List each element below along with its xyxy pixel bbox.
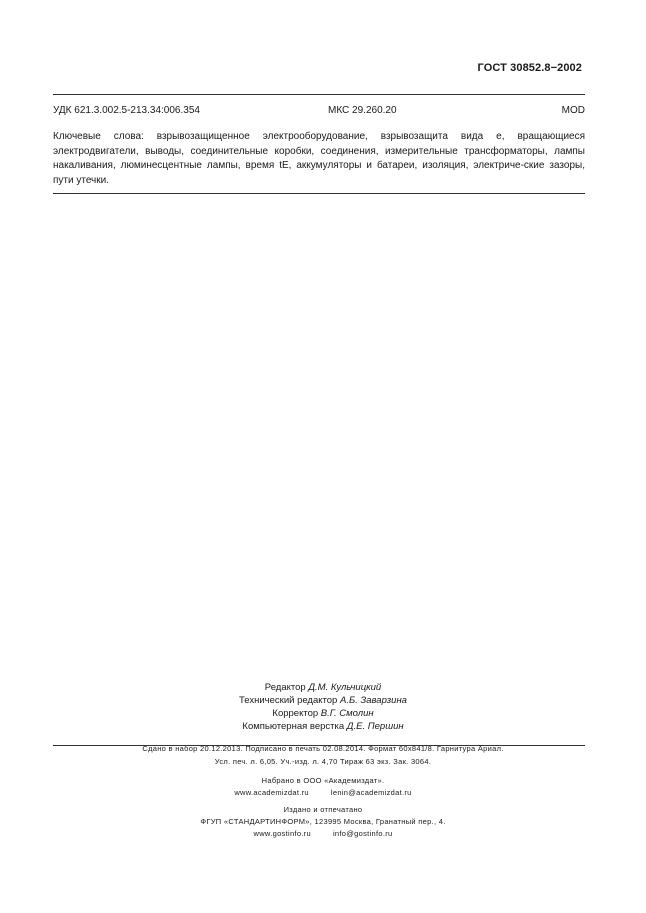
tech-editor-name: А.Б. Заварзина <box>339 695 407 706</box>
org-site-link[interactable]: www.gostinfo.ru <box>253 829 311 838</box>
org-email-link[interactable]: info@gostinfo.ru <box>332 829 393 838</box>
mod-label: MOD <box>561 105 585 116</box>
keywords-divider <box>53 193 585 194</box>
typeset-contacts <box>0 787 646 799</box>
layout-label: Компьютерная верстка <box>242 721 345 732</box>
layout-line <box>0 720 646 733</box>
credits-block <box>0 681 646 733</box>
mks-code: МКС 29.260.20 <box>328 105 397 116</box>
typeset-email-link[interactable]: lenin@academizdat.ru <box>330 788 412 797</box>
editor-line <box>0 681 646 694</box>
printed-line: Издано и отпечатано <box>283 805 363 814</box>
editor-name: Д.М. Кульчицкий <box>308 682 382 693</box>
corrector-line <box>0 707 646 720</box>
keywords-paragraph: Ключевые слова: взрывозащищенное электрооборудование, взрывозащита вида е, вращающиеся электродвигатели, выводы, соединительные коробки, соединения, измерительные трансформаторы, лампы накаливания, люминесцентные лампы, время tE, аккумуляторы и батареи, изоляция, электриче-ские зазоры, пути утечки. <box>53 131 585 186</box>
corrector-name: В.Г. Смолин <box>320 708 374 719</box>
publisher-contacts <box>0 828 646 840</box>
publisher-org-line: ФГУП «СТАНДАРТИНФОРМ», 123995 Москва, Гранатный пер., 4. <box>200 817 446 826</box>
typeset-site-link[interactable]: www.academizdat.ru <box>234 788 309 797</box>
typeset-line: Набрано в ООО «Академиздат». <box>261 776 385 785</box>
print-info-line-2: Усл. печ. л. 6,05. Уч.-изд. л. 4,70 Тираж 63 экз. Зак. 3064. <box>214 757 432 766</box>
udk-code: УДК 621.3.002.5-213.34:006.354 <box>53 105 200 116</box>
layout-name: Д.Е. Першин <box>346 721 404 732</box>
standard-number: ГОСТ 30852.8−2002 <box>477 62 582 74</box>
tech-editor-label: Технический редактор <box>239 695 338 706</box>
print-divider <box>53 745 585 746</box>
tech-editor-line <box>0 694 646 707</box>
classification-row <box>53 105 585 119</box>
print-info-line-1: Сдано в набор 20.12.2013. Подписано в печать 02.08.2014. Формат 60x841/8. Гарнитура Ариал. <box>142 744 504 753</box>
editor-label: Редактор <box>264 682 306 693</box>
top-divider <box>53 94 585 95</box>
corrector-label: Корректор <box>272 708 319 719</box>
